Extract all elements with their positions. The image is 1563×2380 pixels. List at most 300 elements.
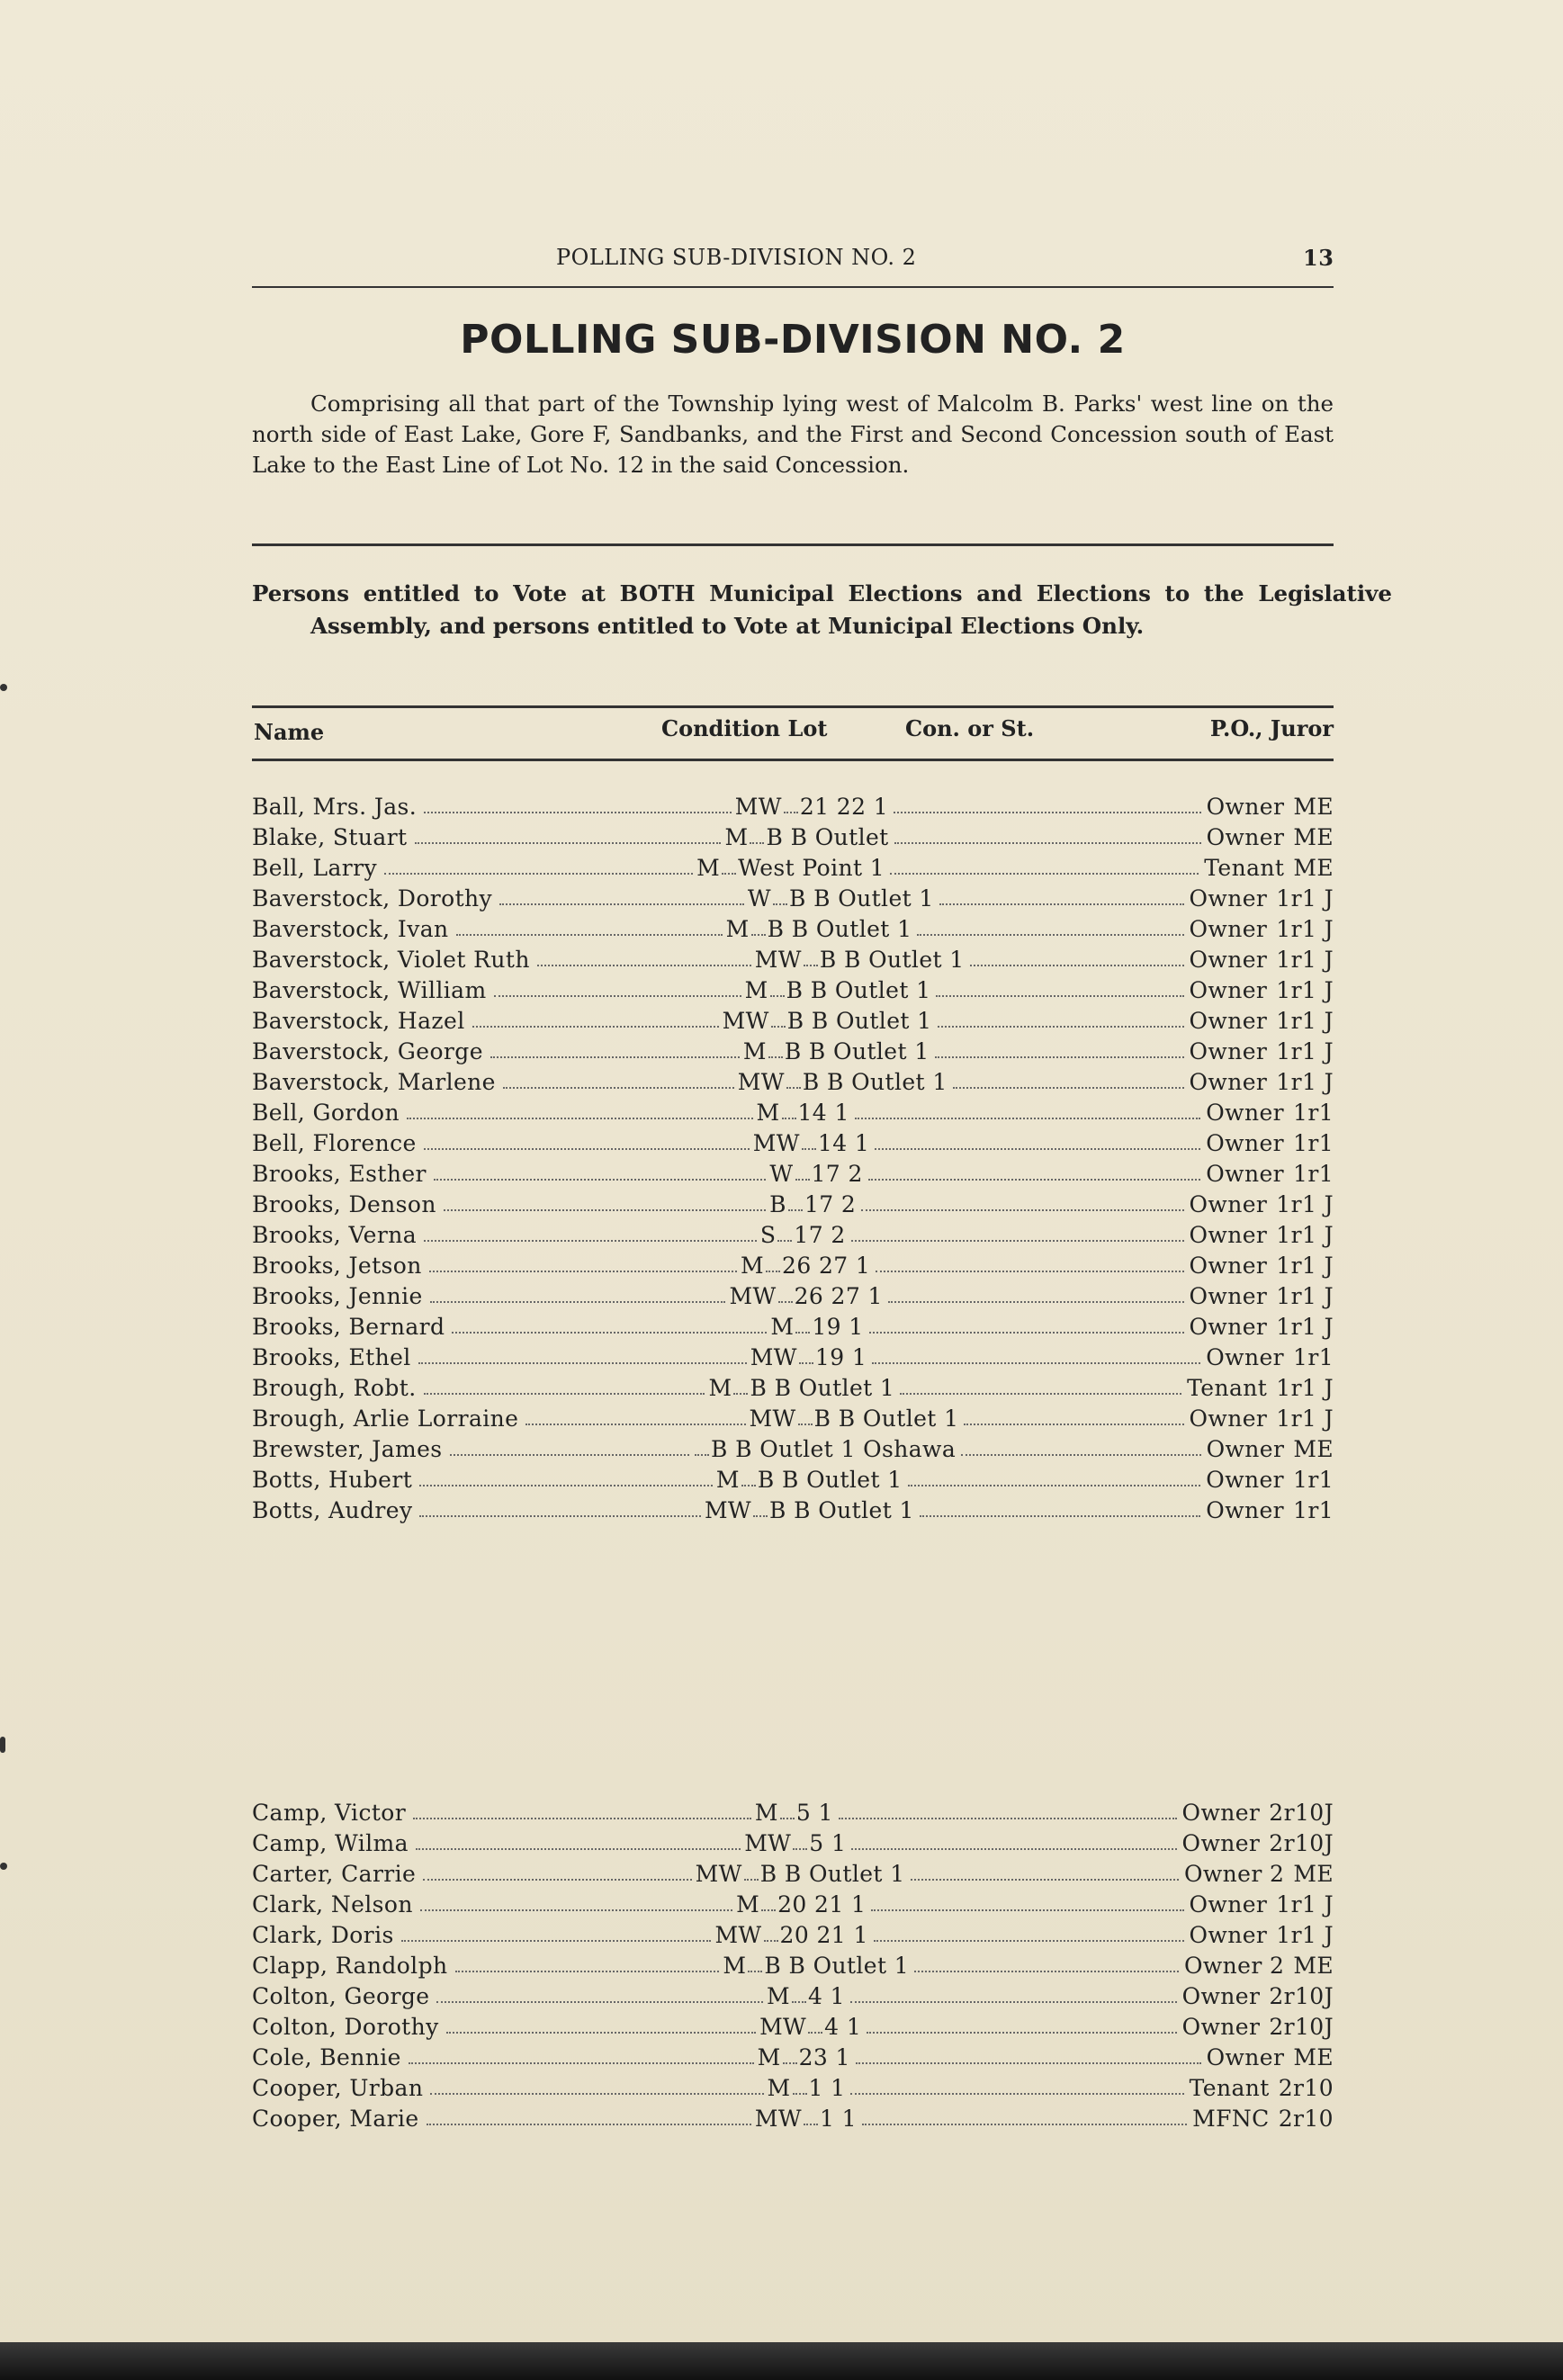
leader-dots: [908, 1465, 1201, 1486]
voter-po: MFNC: [1192, 2106, 1270, 2132]
leader-dots: [935, 1037, 1184, 1058]
leader-dots: [917, 914, 1183, 936]
leader-dots: [795, 1312, 810, 1334]
voter-name: Baverstock, Violet Ruth: [252, 947, 530, 973]
voter-po: Owner: [1206, 1436, 1285, 1462]
voter-row: [252, 884, 1334, 914]
voter-condition: M: [723, 1953, 747, 1979]
leader-dots: [452, 1312, 767, 1334]
leader-dots: [768, 1037, 783, 1058]
running-head-title: POLLING SUB-DIVISION NO. 2: [556, 245, 917, 270]
voter-row: [252, 1495, 1334, 1526]
voter-condition: M: [767, 2075, 791, 2101]
voter-po: Owner: [1189, 1191, 1268, 1217]
voter-po: Owner 2: [1183, 1953, 1285, 1979]
leader-dots: [420, 1890, 732, 1911]
voter-lot-con: 17 2: [804, 1191, 857, 1217]
voter-juror: 2r10J: [1269, 2014, 1334, 2040]
voter-juror: ME: [1293, 824, 1334, 850]
voter-name: Baverstock, Marlene: [252, 1069, 496, 1095]
column-header-name: Name: [254, 719, 325, 745]
voter-condition: M: [770, 1314, 795, 1340]
leader-dots: [783, 2043, 797, 2064]
voter-juror: ME: [1293, 1861, 1334, 1887]
scan-speck: [0, 1737, 5, 1753]
voter-row: [252, 1037, 1334, 1067]
voter-condition: MW: [737, 1069, 785, 1095]
voter-juror: 1r1 J: [1276, 1253, 1334, 1279]
leader-dots: [424, 1220, 757, 1242]
voter-juror: 2r10: [1278, 2106, 1334, 2132]
voter-lot-con: 17 2: [794, 1222, 846, 1248]
leader-dots: [894, 822, 1201, 844]
voter-name: Brewster, James: [252, 1436, 443, 1462]
voter-juror: 1r1 J: [1276, 1191, 1334, 1217]
voter-juror: 1r1 J: [1276, 1375, 1334, 1401]
voter-juror: 1r1 J: [1276, 1922, 1334, 1948]
voter-juror: 1r1: [1293, 1497, 1334, 1523]
leader-dots: [499, 884, 744, 905]
voter-po: Owner: [1181, 1800, 1261, 1826]
voter-po: Owner: [1189, 1253, 1268, 1279]
voter-row: [252, 2043, 1334, 2073]
voter-po: Owner: [1206, 794, 1285, 820]
voter-po: Tenant: [1187, 1375, 1268, 1401]
table-top-rule: [252, 705, 1334, 708]
leader-dots: [875, 1128, 1200, 1150]
voter-juror: 1r1 J: [1276, 916, 1334, 942]
leader-dots: [753, 1495, 768, 1517]
voter-juror: 1r1 J: [1276, 1008, 1334, 1034]
voter-lot-con: 4 1: [808, 1983, 845, 2009]
leader-dots: [409, 2043, 754, 2064]
voter-name: Brooks, Jennie: [252, 1283, 423, 1309]
voter-condition: M: [725, 916, 750, 942]
voter-name: Carter, Carrie: [252, 1861, 417, 1887]
voter-condition: M: [724, 824, 749, 850]
voter-name: Brooks, Denson: [252, 1191, 436, 1217]
voter-condition: M: [744, 977, 768, 1003]
leader-dots: [771, 1006, 786, 1028]
leader-dots: [416, 1828, 741, 1850]
voter-row: [252, 1128, 1334, 1159]
leader-dots: [429, 1251, 737, 1272]
leader-dots: [413, 1798, 751, 1819]
leader-dots: [786, 1067, 801, 1089]
leader-dots: [782, 1098, 796, 1119]
voter-juror: 1r1 J: [1276, 1891, 1334, 1917]
leader-dots: [415, 822, 722, 844]
leader-dots: [777, 1220, 792, 1242]
voter-name: Bell, Gordon: [252, 1100, 400, 1126]
voter-lot-con: B B Outlet 1: [767, 916, 912, 942]
voter-lot-con: B B Outlet 1: [819, 947, 965, 973]
voter-name: Bell, Florence: [252, 1130, 417, 1156]
leader-dots: [936, 975, 1183, 997]
voter-condition: MW: [704, 1497, 752, 1523]
voter-lot-con: 14 1: [817, 1130, 870, 1156]
voter-row: [252, 1312, 1334, 1343]
voter-juror: 2r10J: [1269, 1830, 1334, 1856]
leader-dots: [839, 1798, 1177, 1819]
voter-po: Owner: [1189, 1008, 1268, 1034]
leader-dots: [780, 1798, 795, 1819]
voter-row: [252, 2104, 1334, 2134]
leader-dots: [744, 1859, 759, 1881]
voter-row: [252, 792, 1334, 822]
voter-lot-con: B B Outlet 1: [813, 1406, 959, 1432]
voter-juror: 1r1 J: [1276, 1406, 1334, 1432]
voter-juror: 1r1 J: [1276, 1069, 1334, 1095]
leader-dots: [770, 975, 785, 997]
voter-juror: 1r1: [1293, 1130, 1334, 1156]
voter-juror: 1r1 J: [1276, 1314, 1334, 1340]
leader-dots: [741, 1465, 756, 1486]
voter-lot-con: B B Outlet 1: [757, 1467, 903, 1493]
voter-lot-con: B B Outlet 1: [764, 1953, 910, 1979]
leader-dots: [799, 1343, 813, 1364]
voter-row: [252, 1343, 1334, 1373]
voter-name: Ball, Mrs. Jas.: [252, 794, 418, 820]
leader-dots: [764, 1920, 778, 1942]
voter-juror: 1r1: [1293, 1161, 1334, 1187]
voter-lot-con: B B Outlet 1: [784, 1038, 930, 1064]
leader-dots: [401, 1920, 712, 1942]
voter-name: Brough, Robt.: [252, 1375, 417, 1401]
voter-row: [252, 1981, 1334, 2012]
voter-juror: 1r1: [1293, 1344, 1334, 1370]
voter-name: Baverstock, Dorothy: [252, 885, 493, 912]
leader-dots: [970, 945, 1184, 966]
voter-lot-con: 20 21 1: [779, 1922, 868, 1948]
voter-name: Bell, Larry: [252, 855, 377, 881]
voter-name: Clapp, Randolph: [252, 1953, 448, 1979]
voter-po: Owner: [1181, 1830, 1261, 1856]
leader-dots: [722, 853, 736, 875]
leader-dots: [964, 1404, 1183, 1425]
leader-dots: [695, 1434, 709, 1456]
leader-dots: [537, 945, 751, 966]
voter-name: Cooper, Marie: [252, 2106, 419, 2132]
voter-lot-con: West Point 1: [738, 855, 885, 881]
leader-dots: [798, 1404, 813, 1425]
leader-dots: [446, 2012, 756, 2034]
leader-dots: [851, 1828, 1176, 1850]
voter-condition: MW: [714, 1922, 762, 1948]
leader-dots: [788, 1190, 803, 1211]
voter-name: Baverstock, Hazel: [252, 1008, 465, 1034]
voter-row: [252, 1251, 1334, 1281]
voter-po: Owner: [1206, 1344, 1285, 1370]
voter-juror: ME: [1293, 855, 1334, 881]
voter-juror: 2r10: [1278, 2075, 1334, 2101]
voter-name: Cole, Bennie: [252, 2044, 401, 2070]
voter-po: Owner: [1189, 1922, 1268, 1948]
leader-dots: [766, 1251, 780, 1272]
voter-name: Camp, Victor: [252, 1800, 407, 1826]
leader-dots: [890, 853, 1199, 875]
voter-row: [252, 853, 1334, 884]
voter-po: Owner: [1189, 947, 1268, 973]
voter-po: Owner: [1206, 1497, 1285, 1523]
leader-dots: [914, 1951, 1179, 1972]
table-header-rule: [252, 759, 1334, 761]
leader-dots: [850, 1981, 1177, 2003]
voter-po: Owner: [1206, 1161, 1285, 1187]
voter-lot-con: B B Outlet: [766, 824, 889, 850]
voter-row: [252, 1404, 1334, 1434]
leader-dots: [868, 1159, 1201, 1181]
subdivision-description: Comprising all that part of the Township lying west of Malcolm B. Parks' west line on the north side of East Lake, Gore F, Sandbanks, and the First and Second Concession south of East Lake to the East Line of Lot No. 12 in the said Concession.: [252, 391, 1334, 478]
voter-name: Brooks, Esther: [252, 1161, 427, 1187]
voter-row: [252, 1951, 1334, 1981]
voter-po: Owner: [1181, 1983, 1261, 2009]
voter-condition: MW: [722, 1008, 769, 1034]
page-number: 13: [1303, 245, 1334, 271]
voter-row: [252, 1434, 1334, 1465]
leader-dots: [850, 2073, 1183, 2095]
voter-condition: S: [759, 1222, 777, 1248]
voter-row: [252, 1828, 1334, 1859]
voter-row: [252, 1159, 1334, 1190]
voter-juror: 1r1 J: [1276, 1222, 1334, 1248]
voter-name: Colton, George: [252, 1983, 430, 2009]
voter-row: [252, 1281, 1334, 1312]
voter-row: [252, 1890, 1334, 1920]
leader-dots: [784, 792, 798, 813]
voter-condition: M: [757, 2044, 781, 2070]
voter-po: Owner: [1189, 1406, 1268, 1432]
voter-lot-con: 14 1: [797, 1100, 849, 1126]
leader-dots: [494, 975, 741, 997]
leader-dots: [761, 1890, 776, 1911]
voter-lot-con: B B Outlet 1: [788, 885, 934, 912]
voter-row: [252, 914, 1334, 945]
voter-lot-con: B B Outlet 1: [769, 1497, 914, 1523]
voter-name: Brooks, Bernard: [252, 1314, 445, 1340]
voter-name: Baverstock, George: [252, 1038, 483, 1064]
voter-name: Clark, Doris: [252, 1922, 394, 1948]
leader-dots: [424, 1128, 750, 1150]
leader-dots: [419, 1495, 700, 1517]
voter-row: [252, 945, 1334, 975]
voter-row: [252, 1098, 1334, 1128]
voter-row: [252, 1373, 1334, 1404]
voter-po: Owner: [1181, 2014, 1261, 2040]
voter-po: Owner: [1189, 1222, 1268, 1248]
voter-lot-con: 4 1: [824, 2014, 862, 2040]
voter-row: [252, 1190, 1334, 1220]
leader-dots: [407, 1098, 753, 1119]
leader-dots: [861, 1190, 1183, 1211]
voter-condition: M: [708, 1375, 732, 1401]
leader-dots: [876, 1251, 1183, 1272]
voter-lot-con: 17 2: [811, 1161, 863, 1187]
leader-dots: [748, 1951, 762, 1972]
leader-dots: [503, 1067, 734, 1089]
leader-dots: [808, 2012, 822, 2034]
voter-lot-con: 20 21 1: [777, 1891, 867, 1917]
leader-dots: [424, 792, 732, 813]
leader-dots: [450, 1434, 689, 1456]
leader-dots: [455, 1951, 720, 1972]
voter-row: [252, 2012, 1334, 2043]
voter-name: Cooper, Urban: [252, 2075, 424, 2101]
voter-juror: ME: [1293, 794, 1334, 820]
voter-po: Owner: [1189, 1038, 1268, 1064]
leader-dots: [778, 1281, 793, 1303]
leader-dots: [430, 1281, 726, 1303]
voter-row: [252, 1067, 1334, 1098]
voter-lot-con: B B Outlet 1 Oshawa: [711, 1436, 957, 1462]
leader-dots: [456, 914, 723, 936]
voter-name: Camp, Wilma: [252, 1830, 409, 1856]
leader-dots: [427, 2104, 751, 2125]
leader-dots: [961, 1434, 1200, 1456]
leader-dots: [773, 884, 787, 905]
voter-condition: M: [767, 1983, 791, 2009]
voter-condition: M: [754, 1800, 778, 1826]
voter-condition: M: [696, 855, 721, 881]
voter-juror: ME: [1293, 2044, 1334, 2070]
leader-dots: [871, 1890, 1183, 1911]
scan-speck: [0, 1863, 7, 1870]
voter-condition: MW: [734, 794, 782, 820]
voter-condition: B: [769, 1191, 786, 1217]
voter-lot-con: 21 22 1: [799, 794, 889, 820]
voter-list-b: [252, 792, 1334, 1526]
leader-dots: [472, 1006, 719, 1028]
voter-condition: MW: [744, 1830, 792, 1856]
voter-name: Botts, Hubert: [252, 1467, 413, 1493]
voter-juror: ME: [1293, 1953, 1334, 1979]
voter-po: Tenant: [1204, 855, 1285, 881]
leader-dots: [804, 945, 818, 966]
voter-juror: 1r1 J: [1276, 1283, 1334, 1309]
header-rule: [252, 286, 1334, 288]
voter-condition: MW: [695, 1861, 742, 1887]
voter-row: [252, 2073, 1334, 2104]
voter-condition: MW: [729, 1283, 777, 1309]
voter-lot-con: 19 1: [814, 1344, 867, 1370]
voter-lot-con: B B Outlet 1: [750, 1375, 895, 1401]
leader-dots: [424, 1373, 705, 1395]
voter-po: Owner: [1206, 1100, 1285, 1126]
scan-edge: [0, 2342, 1563, 2380]
voter-po: Owner 2: [1183, 1861, 1285, 1887]
voter-condition: MW: [754, 947, 802, 973]
voter-name: Botts, Audrey: [252, 1497, 413, 1523]
voter-name: Brooks, Verna: [252, 1222, 418, 1248]
leader-dots: [793, 1828, 807, 1850]
voter-lot-con: 5 1: [809, 1830, 847, 1856]
leader-dots: [490, 1037, 740, 1058]
voter-condition: MW: [754, 2106, 802, 2132]
voter-name: Clark, Nelson: [252, 1891, 413, 1917]
leader-dots: [953, 1067, 1184, 1089]
leader-dots: [384, 853, 693, 875]
voter-condition: MW: [750, 1344, 797, 1370]
leader-dots: [793, 2073, 807, 2095]
section-heading: POLLING SUB-DIVISION NO. 2: [460, 317, 1126, 363]
voter-condition: W: [769, 1161, 794, 1187]
leader-dots: [434, 1159, 767, 1181]
voter-condition: W: [747, 885, 771, 912]
leader-dots: [430, 2073, 763, 2095]
leader-dots: [911, 1859, 1179, 1881]
leader-dots: [751, 914, 766, 936]
voter-juror: 1r1 J: [1276, 1038, 1334, 1064]
voter-juror: 1r1 J: [1276, 977, 1334, 1003]
voter-condition: M: [756, 1100, 780, 1126]
voter-po: Owner: [1189, 916, 1268, 942]
leader-dots: [444, 1190, 766, 1211]
voter-name: Brough, Arlie Lorraine: [252, 1406, 519, 1432]
voter-lot-con: 5 1: [795, 1800, 833, 1826]
leader-dots: [939, 884, 1184, 905]
voter-name: Brooks, Ethel: [252, 1344, 411, 1370]
voter-po: Owner: [1189, 1283, 1268, 1309]
voter-lot-con: B B Outlet 1: [786, 1008, 932, 1034]
leader-dots: [804, 2104, 818, 2125]
leader-dots: [938, 1006, 1184, 1028]
voter-row: [252, 1220, 1334, 1251]
voter-po: Owner: [1189, 1314, 1268, 1340]
voter-lot-con: 1 1: [808, 2075, 846, 2101]
voter-lot-con: 26 27 1: [782, 1253, 871, 1279]
leader-dots: [802, 1128, 816, 1150]
voter-po: Owner: [1206, 1467, 1285, 1493]
voter-lot-con: 26 27 1: [794, 1283, 883, 1309]
voting-entitlement-note: Persons entitled to Vote at BOTH Municipal Elections and Elections to the Legislative Assembly, and persons entitled to Vote at Municipal Elections Only.: [252, 580, 1392, 639]
voter-name: Colton, Dorothy: [252, 2014, 439, 2040]
voter-row: [252, 1006, 1334, 1037]
leader-dots: [867, 2012, 1176, 2034]
voter-row: [252, 1859, 1334, 1890]
voter-name: Baverstock, Ivan: [252, 916, 449, 942]
leader-dots: [856, 2043, 1201, 2064]
leader-dots: [733, 1373, 748, 1395]
leader-dots: [888, 1281, 1184, 1303]
leader-dots: [436, 1981, 763, 2003]
leader-dots: [900, 1373, 1181, 1395]
voter-name: Baverstock, William: [252, 977, 487, 1003]
leader-dots: [872, 1343, 1200, 1364]
column-header-po-juror: P.O., Juror: [1209, 715, 1334, 741]
voter-lot-con: 19 1: [812, 1314, 864, 1340]
voter-lot-con: B B Outlet 1: [802, 1069, 948, 1095]
voter-juror: 1r1 J: [1276, 885, 1334, 912]
voter-name: Brooks, Jetson: [252, 1253, 422, 1279]
voter-juror: 1r1: [1293, 1467, 1334, 1493]
voter-juror: 2r10J: [1269, 1800, 1334, 1826]
leader-dots: [851, 1220, 1184, 1242]
leader-dots: [423, 1859, 691, 1881]
leader-dots: [795, 1159, 810, 1181]
voter-condition: MW: [749, 1406, 796, 1432]
voter-condition: MW: [752, 1130, 800, 1156]
leader-dots: [869, 1312, 1184, 1334]
leader-dots: [419, 1465, 713, 1486]
leader-dots: [525, 1404, 745, 1425]
leader-dots: [418, 1343, 747, 1364]
leader-dots: [920, 1495, 1200, 1517]
voter-juror: 2r10J: [1269, 1983, 1334, 2009]
voter-po: Owner: [1189, 1891, 1268, 1917]
column-header-con-or-st: Con. or St.: [905, 715, 1035, 741]
voter-lot-con: 23 1: [798, 2044, 850, 2070]
section-divider: [252, 543, 1334, 546]
